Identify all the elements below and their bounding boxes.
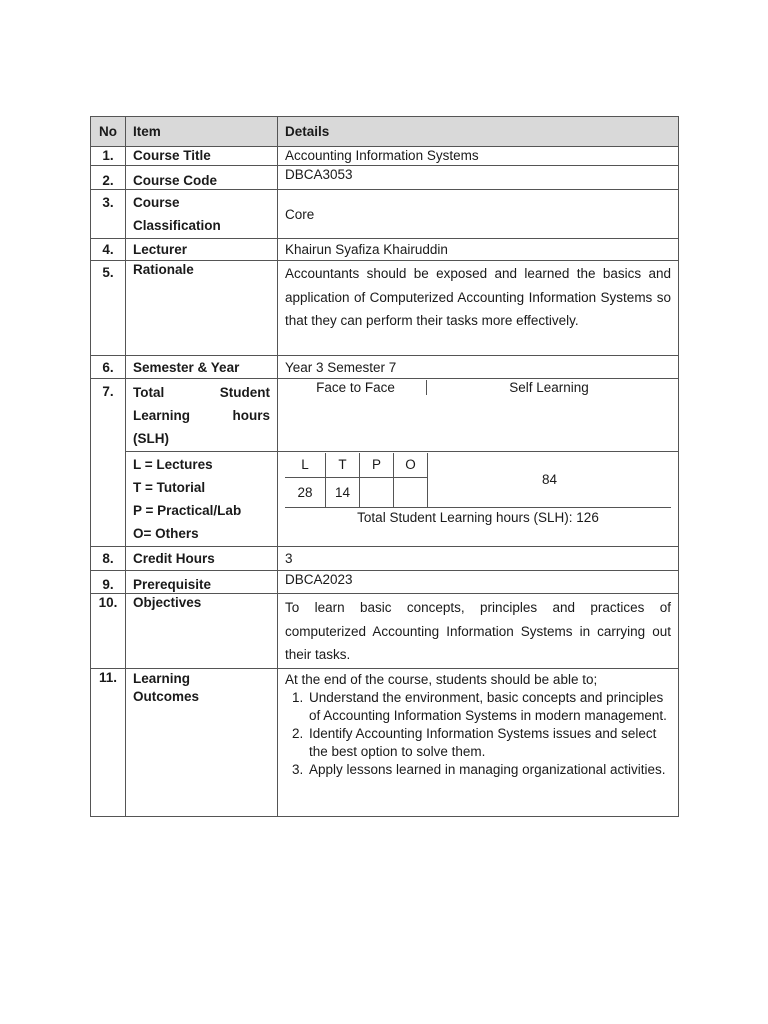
row-number: 7.: [91, 379, 126, 547]
slh-col-value: 28: [285, 477, 326, 507]
legend-item: P = Practical/Lab: [133, 503, 242, 518]
outcomes-intro: At the end of the course, students should be able to;: [285, 671, 598, 687]
row-number: 1.: [91, 147, 126, 166]
item-label-line: Learning: [133, 670, 191, 686]
item-label: Prerequisite: [126, 571, 278, 594]
table-row: [91, 594, 679, 669]
header-details: Details: [278, 117, 679, 147]
list-item: 1. Understand the environment, basic concepts and principles of Accounting Information Systems in modern management.: [307, 689, 671, 725]
item-label: Course Title: [126, 147, 278, 166]
face-to-face-label: Face to Face: [285, 380, 427, 395]
item-label: Rationale: [126, 261, 278, 356]
table-row: [91, 547, 679, 571]
slh-col-value: 14: [326, 477, 360, 507]
outcomes-list: [285, 689, 671, 779]
legend-item: O= Others: [133, 526, 199, 541]
item-label: [126, 668, 278, 816]
item-label: Objectives: [126, 594, 278, 669]
row-number: 8.: [91, 547, 126, 571]
details-value: Khairun Syafiza Khairuddin: [278, 239, 679, 261]
item-label-line: Classification: [133, 218, 221, 233]
item-label: [126, 190, 278, 239]
details-value: 3: [278, 547, 679, 571]
slh-col-header: P: [360, 453, 394, 477]
header-no: No: [91, 117, 126, 147]
table-row: [91, 379, 679, 452]
self-learning-hours: 84: [428, 453, 672, 507]
table-row: [91, 190, 679, 239]
row-number: 2.: [91, 166, 126, 190]
legend-item: T = Tutorial: [133, 480, 206, 495]
table-row: [91, 356, 679, 379]
item-label-line: Learning hours: [133, 408, 270, 423]
table-row: [91, 239, 679, 261]
details-value: Core: [278, 190, 679, 239]
details-value: To learn basic concepts, principles and practices of computerized Accounting Information Systems in carrying out their tasks.: [278, 594, 679, 669]
details-value: DBCA3053: [278, 166, 679, 190]
item-label-line: Total Student: [133, 385, 270, 400]
table-row: [91, 166, 679, 190]
details-value: Year 3 Semester 7: [278, 356, 679, 379]
row-number: 10.: [91, 594, 126, 669]
legend-item: L = Lectures: [133, 457, 213, 472]
slh-breakdown-cell: [278, 452, 679, 547]
table-row: [91, 571, 679, 594]
item-label-line: Outcomes: [133, 688, 200, 704]
course-info-table: [90, 116, 679, 817]
list-item: 3. Apply lessons learned in managing organizational activities.: [307, 761, 671, 779]
slh-header-table: [285, 380, 671, 395]
row-number: 11.: [91, 668, 126, 816]
row-number: 9.: [91, 571, 126, 594]
header-row: [91, 117, 679, 147]
course-info-document: [90, 116, 678, 817]
table-row: [91, 668, 679, 816]
table-row: [91, 147, 679, 166]
details-value: Accountants should be exposed and learned the basics and application of Computerized Accounting Information Systems so that they can perform their tasks more effectively.: [278, 261, 679, 356]
slh-col-value: [394, 477, 428, 507]
item-label-line: (SLH): [133, 431, 169, 446]
table-row: [91, 452, 679, 547]
table-row: [91, 261, 679, 356]
item-label: Credit Hours: [126, 547, 278, 571]
slh-legend: [126, 452, 278, 547]
slh-col-header: O: [394, 453, 428, 477]
self-learning-label: Self Learning: [427, 380, 672, 395]
row-number: 3.: [91, 190, 126, 239]
slh-header-cell: [278, 379, 679, 452]
header-item: Item: [126, 117, 278, 147]
slh-breakdown-table: [285, 453, 671, 525]
list-item: 2. Identify Accounting Information Systems issues and select the best option to solve them.: [307, 725, 671, 761]
slh-col-header: L: [285, 453, 326, 477]
details-value: [278, 668, 679, 816]
row-number: 6.: [91, 356, 126, 379]
item-label: Semester & Year: [126, 356, 278, 379]
slh-col-header: T: [326, 453, 360, 477]
details-value: Accounting Information Systems: [278, 147, 679, 166]
row-number: 5.: [91, 261, 126, 356]
item-label-line: Course: [133, 195, 180, 210]
slh-total: Total Student Learning hours (SLH): 126: [285, 507, 671, 525]
row-number: 4.: [91, 239, 126, 261]
item-label: [126, 379, 278, 452]
item-label: Lecturer: [126, 239, 278, 261]
slh-col-value: [360, 477, 394, 507]
details-value: DBCA2023: [278, 571, 679, 594]
item-label: Course Code: [126, 166, 278, 190]
